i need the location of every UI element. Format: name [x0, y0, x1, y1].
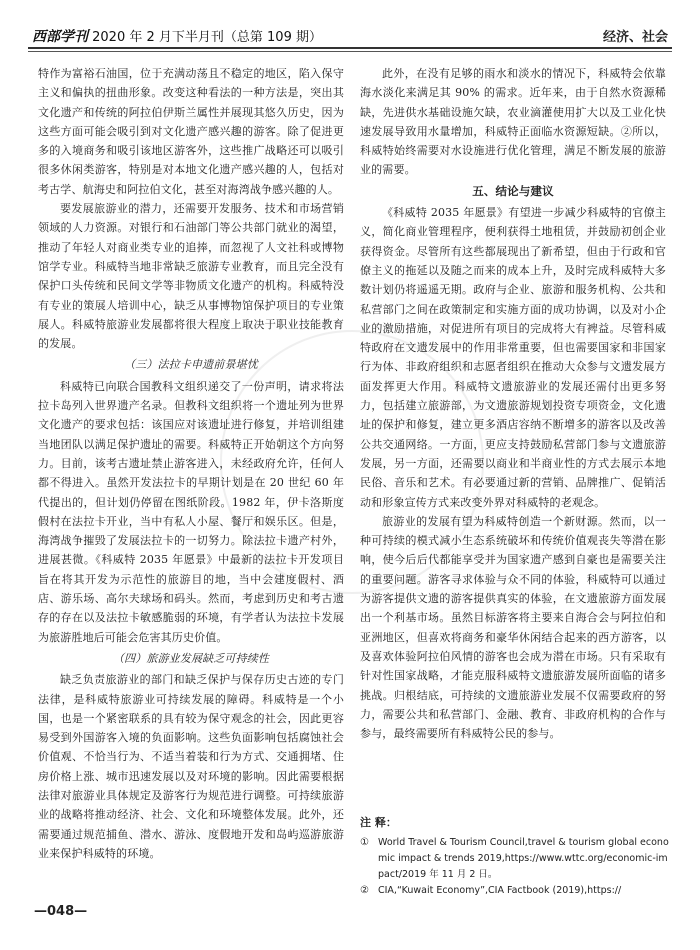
page-header	[28, 22, 672, 44]
header-rule-thin	[28, 51, 672, 52]
journal-title	[32, 26, 322, 46]
section-title: 经济、社会	[602, 30, 668, 45]
paragraph: 旅游业的发展有望为科威特创造一个新财源。然而，以一种可持续的模式减小生态系统破坏和传统价值观丧失等潜在影响，使今后后代都能享受并为国家遗产感到自豪也是需要关注的重要问题。游客寻求体验与众不同的体验，科威特可以通过为游客提供文遗的游客提供真实的体验，在文遗旅游方面发展出一个利基市场。虽然目标游客将主要来自海合会与阿拉伯和亚洲地区，但喜欢将商务和豪华休闲结合起来的西方游客，以及喜欢体验阿拉伯风情的游客也会成为潜在市场。只有采取有针对性国家战略，才能克服科威特文遗旅游发展所面临的诸多挑战。归根结底，可持续的文遗旅游业发展不仅需要政府的努力，需要公共和私营部门、金融、教育、非政府机构的合作与参与，最终需要所有科威特公民的参与。	[360, 514, 666, 741]
footnote-text: CIA,“Kuwait Economy”,CIA Factbook (2019),https://	[378, 885, 622, 896]
footnote-item	[360, 883, 670, 899]
journal-logo: 西部学刊	[32, 29, 88, 45]
footnote-number: ①	[360, 837, 369, 848]
subsection-heading: （四）旅游业发展缺乏可持续性	[112, 651, 270, 665]
issue-info: 2020 年 2 月下半月刊（总第 109 期）	[92, 30, 322, 45]
footnote-number: ②	[360, 885, 369, 896]
left-column	[38, 64, 344, 863]
footnotes	[360, 815, 670, 899]
paragraph: 缺乏负责旅游业的部门和缺乏保护与保存历史古迹的专门法律，是科威特旅游业可持续发展的障碍。科威特是一个小国，也是一个紧密联系的具有较为保守观念的社会，因此更容易受到外国游客入境的负面影响。这些负面影响包括腐蚀社会价值观、不恰当行为、不适当着装和行为方式、交通拥堵、住房价格上涨、城市迅速发展以及对环境的影响。因此需要根据法律对旅游业具体规定及游客行为规范进行调整。可持续旅游业的战略将推动经济、社会、文化和环境整体发展。此外，还需要通过规范捕鱼、潜水、游泳、度假地开发和岛屿巡游旅游业来保护科威特的环境。	[38, 673, 344, 860]
footnote-text: World Travel & Tourism Council,travel & tourism global economic impact & trends 2019,https://www.wttc.org/economic-impact/2019 年 11 月 2 日。	[378, 837, 669, 880]
right-column	[360, 64, 666, 743]
header-rule-thick	[28, 47, 672, 49]
subsection-heading: （三）法拉卡申遗前景堪忧	[124, 358, 258, 372]
paragraph: 科威特已向联合国教科文组织递交了一份声明，请求将法拉卡岛列入世界遗产名录。但教科文组织将一个遗址列为世界文化遗产的要求包括：该国应对该遗址进行修复，并培训组建当地团队以满足保护遗址的需要。科威特正开始朝这个方向努力。目前，该考古遗址禁止游客进入，未经政府允许，任何人都不得进入。虽然开发法拉卡的早期计划是在 20 世纪 60 年代提出的，但计划仍停留在图纸阶段。1982 年，伊卡洛斯度假村在法拉卡开业，当中有私人小屋、餐厅和娱乐区。但是，海湾战争摧毁了发展法拉卡的一切努力。除法拉卡遗产村外，进展甚微。《科威特 2035 年愿景》中最新的法拉卡开发项目旨在将其开发为示范性的旅游目的地，当中会建度假村、酒店、游乐场、高尔夫球场和码头。然而，考虑到历史和考古遗存的存在以及法拉卡敏感脆弱的环境，有学者认为法拉卡发展为旅游胜地后可能会危害其历史价值。	[38, 379, 344, 644]
page-number: —048—	[34, 904, 88, 919]
footnote-item	[360, 835, 670, 883]
paragraph: 此外，在没有足够的雨水和淡水的情况下，科威特会依靠海水淡化来满足其 90% 的需求。近年来，由于自然水资源稀缺，先进供水基础设施欠缺，农业滴灌使用扩大以及工业化快速发展导致用水量增加，科威特正面临水资源短缺。②所以，科威特始终需要对水设施进行优化管理，满足不断发展的旅游业的需要。	[360, 67, 666, 177]
paragraph: 《科威特 2035 年愿景》有望进一步减少科威特的官僚主义，简化商业管理程序，便利获得土地租赁，并鼓励初创企业获得资金。尽管所有这些都展现出了新希望，但由于行政和官僚主义的拖延以及随之而来的成本上升，及时完成科威特大多数计划仍将遥遥无期。政府与企业、旅游和服务机构、公共和私营部门之间在政策制定和实施方面的成功协调，以及对小企业的激励措施，对促进所有项目的完成将大有裨益。尽管科威特政府在文遗发展中的作用非常重要，但也需要国家和非国家行为体、非政府组织和志愿者组织在推动大众参与文遗发展方面发挥更大作用。科威特文遗旅游业的发展还需付出更多努力，包括建立旅游部，为文遗旅游规划投资专项资金，文化遗址的保护和修复，建立更多酒店容纳不断增多的游客以及改善公共交通网络。一方面，更应支持鼓励私营部门参与文遗旅游发展，另一方面，还需要以商业和半商业性的方式去展示本地民俗、音乐和艺术。有必要通过新的营销、品牌推广、促销活动和形象宣传方式来改变外界对科威特的老观念。	[360, 206, 666, 509]
paragraph: 要发展旅游业的潜力，还需要开发服务、技术和市场营销领域的人力资源。对银行和石油部门等公共部门就业的渴望，推动了年轻人对商业类专业的追捧，而忽视了人文社科或博物馆学专业。科威特当地非常缺乏旅游专业教育，而且完全没有保护口头传统和民间文学等非物质文化遗产的机构。科威特没有专业的策展人培训中心，缺乏从事博物馆保护项目的专业策展人。科威特旅游业发展都将很大程度上取决于职业技能教育的发展。	[38, 202, 344, 351]
paragraph: 特作为富裕石油国，位于充满动荡且不稳定的地区，陷入保守主义和偏执的扭曲形象。改变这种看法的一种方法是，突出其文化遗产和传统的阿拉伯伊斯兰属性并展现其悠久历史，因为这些方面可能会吸引到对文化遗产感兴趣的游客。除了促进更多的入境商务和吸引该地区游客外，这些推广战略还可以吸引很多休闲类游客，特别是对本地文化遗产感兴趣的人，包括对考古学、航海史和阿拉伯文化，甚至对海湾战争感兴趣的人。	[38, 67, 344, 196]
notes-title: 注 释：	[360, 816, 397, 829]
section-heading: 五、结论与建议	[472, 183, 554, 198]
